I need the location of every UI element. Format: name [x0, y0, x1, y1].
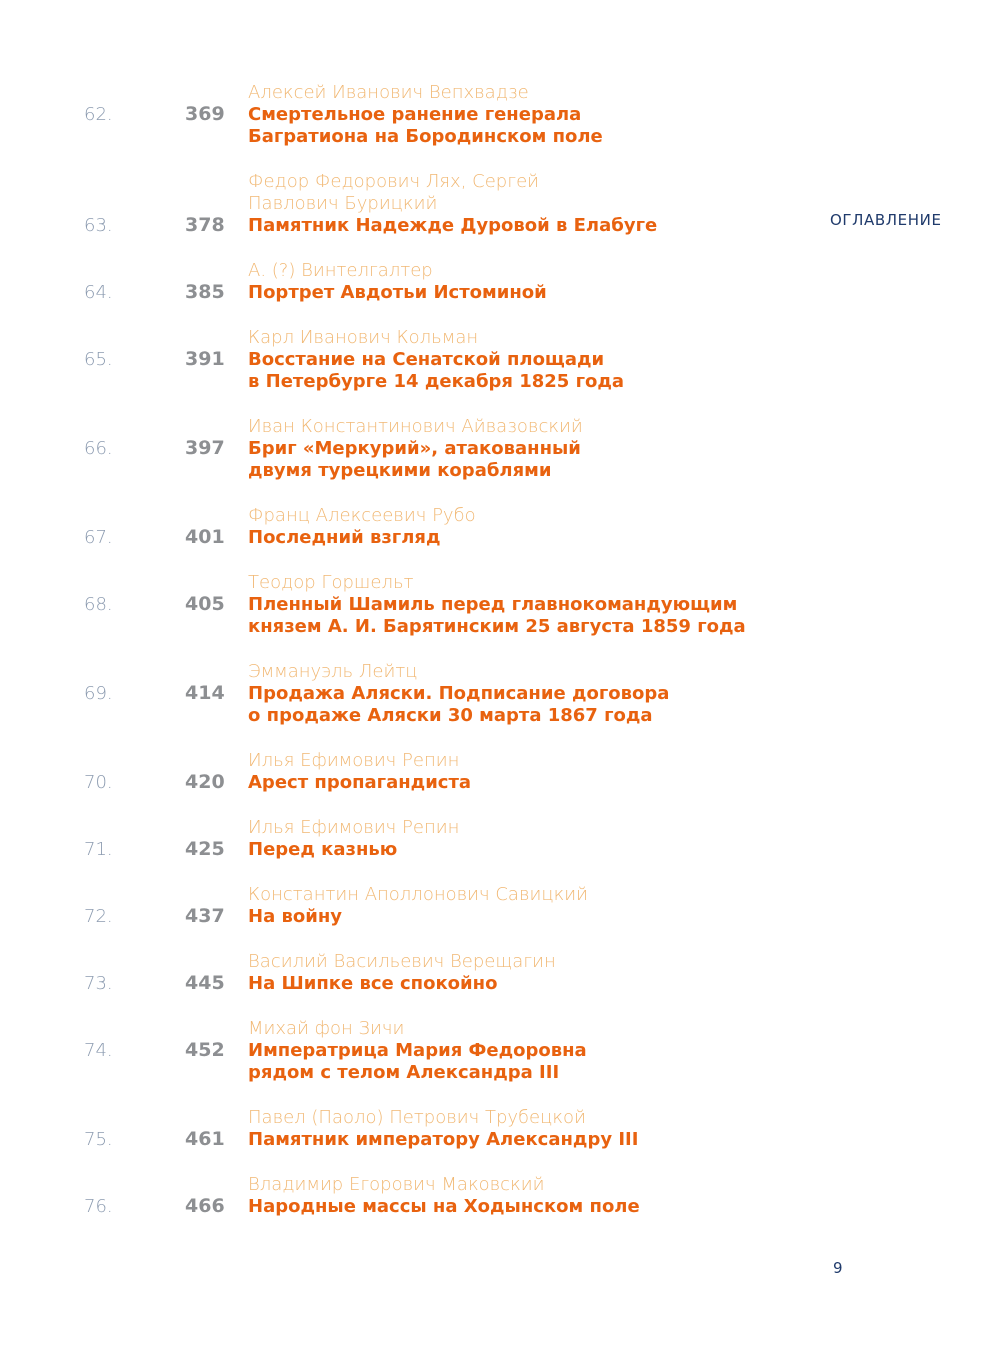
entry-text: [248, 661, 768, 727]
entry-author: Эммануэль Лейтц: [248, 661, 418, 682]
entry-number: 68.: [84, 594, 113, 615]
entry-title: На войну: [248, 906, 343, 927]
entry-page: 425: [185, 838, 225, 860]
entry-text: [248, 82, 768, 148]
entry-title: Продажа Аляски. Подписание договора: [248, 683, 670, 704]
entry-number: 75.: [84, 1129, 113, 1150]
entry-title: Императрица Мария Федоровна: [248, 1040, 587, 1061]
entry-title: о продаже Аляски 30 марта 1867 года: [248, 705, 653, 726]
entry-number: 76.: [84, 1196, 113, 1217]
entry-number: 69.: [84, 683, 113, 704]
entry-page: 385: [185, 281, 225, 303]
entry-text: [248, 1174, 768, 1218]
page-number: 9: [833, 1259, 843, 1277]
entry-page: 405: [185, 593, 225, 615]
entry-page: 397: [185, 437, 225, 459]
entry-author: Карл Иванович Кольман: [248, 327, 479, 348]
toc-entry[interactable]: [0, 260, 800, 304]
section-label: ОГЛАВЛЕНИЕ: [830, 211, 942, 229]
toc-entry[interactable]: [0, 327, 800, 393]
entry-author: Владимир Егорович Маковский: [248, 1174, 545, 1195]
entry-number: 74.: [84, 1040, 113, 1061]
entry-page: 401: [185, 526, 225, 548]
toc-entry[interactable]: [0, 817, 800, 861]
entry-title: рядом с телом Александра III: [248, 1062, 560, 1083]
entry-text: [248, 572, 768, 638]
toc-entry[interactable]: [0, 1018, 800, 1084]
entry-title: Перед казнью: [248, 839, 398, 860]
entry-page: 461: [185, 1128, 225, 1150]
entry-text: [248, 750, 768, 794]
entry-title: Смертельное ранение генерала: [248, 104, 582, 125]
entry-number: 70.: [84, 772, 113, 793]
toc-entry[interactable]: [0, 884, 800, 928]
entry-page: 445: [185, 972, 225, 994]
toc-entry[interactable]: [0, 661, 800, 727]
entry-text: [248, 327, 768, 393]
entry-page: 369: [185, 103, 225, 125]
entry-number: 63.: [84, 215, 113, 236]
entry-text: [248, 884, 768, 928]
entry-page: 414: [185, 682, 225, 704]
entry-title: князем А. И. Барятинским 25 августа 1859 года: [248, 616, 746, 637]
entry-author: Павел (Паоло) Петрович Трубецкой: [248, 1107, 586, 1128]
toc-entry[interactable]: [0, 750, 800, 794]
entry-author: Франц Алексеевич Рубо: [248, 505, 476, 526]
entry-title: Памятник Надежде Дуровой в Елабуге: [248, 215, 658, 236]
entry-author: Павлович Бурицкий: [248, 193, 438, 214]
entry-text: [248, 505, 768, 549]
toc-entry[interactable]: [0, 1174, 800, 1218]
entry-text: [248, 260, 768, 304]
toc-entry[interactable]: [0, 951, 800, 995]
entry-title: Памятник императору Александру III: [248, 1129, 639, 1150]
entry-author: Алексей Иванович Вепхвадзе: [248, 82, 529, 103]
entry-title: Восстание на Сенатской площади: [248, 349, 605, 370]
entry-author: Михай фон Зичи: [248, 1018, 405, 1039]
entry-text: [248, 1107, 768, 1151]
entry-author: А. (?) Винтелгалтер: [248, 260, 433, 281]
entry-number: 72.: [84, 906, 113, 927]
toc-entry[interactable]: [0, 505, 800, 549]
toc-entry[interactable]: [0, 416, 800, 482]
entry-number: 66.: [84, 438, 113, 459]
entry-text: [248, 171, 768, 237]
entry-author: Иван Константинович Айвазовский: [248, 416, 583, 437]
entry-title: Арест пропагандиста: [248, 772, 472, 793]
entry-text: [248, 817, 768, 861]
entry-number: 67.: [84, 527, 113, 548]
entry-title: в Петербурге 14 декабря 1825 года: [248, 371, 625, 392]
entry-author: Илья Ефимович Репин: [248, 817, 460, 838]
entry-title: На Шипке все спокойно: [248, 973, 498, 994]
entry-number: 65.: [84, 349, 113, 370]
entry-author: Федор Федорович Лях, Сергей: [248, 171, 539, 192]
entry-number: 71.: [84, 839, 113, 860]
entry-title: Портрет Авдотьи Истоминой: [248, 282, 547, 303]
entry-page: 466: [185, 1195, 225, 1217]
entry-text: [248, 951, 768, 995]
entry-title: Багратиона на Бородинском поле: [248, 126, 603, 147]
entry-title: Народные массы на Ходынском поле: [248, 1196, 640, 1217]
entry-author: Теодор Горшельт: [248, 572, 414, 593]
entry-page: 437: [185, 905, 225, 927]
entry-text: [248, 1018, 768, 1084]
toc-entry[interactable]: [0, 572, 800, 638]
toc-entry[interactable]: [0, 1107, 800, 1151]
entry-title: Пленный Шамиль перед главнокомандующим: [248, 594, 738, 615]
entry-number: 73.: [84, 973, 113, 994]
entry-page: 452: [185, 1039, 225, 1061]
entry-author: Василий Васильевич Верещагин: [248, 951, 556, 972]
entry-number: 64.: [84, 282, 113, 303]
entry-author: Константин Аполлонович Савицкий: [248, 884, 589, 905]
entry-title: Последний взгляд: [248, 527, 441, 548]
entry-title: Бриг «Меркурий», атакованный: [248, 438, 581, 459]
toc-entry[interactable]: [0, 171, 800, 237]
entry-text: [248, 416, 768, 482]
entry-author: Илья Ефимович Репин: [248, 750, 460, 771]
entry-title: двумя турецкими кораблями: [248, 460, 552, 481]
entry-page: 391: [185, 348, 225, 370]
entry-page: 420: [185, 771, 225, 793]
entry-number: 62.: [84, 104, 113, 125]
entry-page: 378: [185, 214, 225, 236]
toc-entry[interactable]: [0, 82, 800, 148]
